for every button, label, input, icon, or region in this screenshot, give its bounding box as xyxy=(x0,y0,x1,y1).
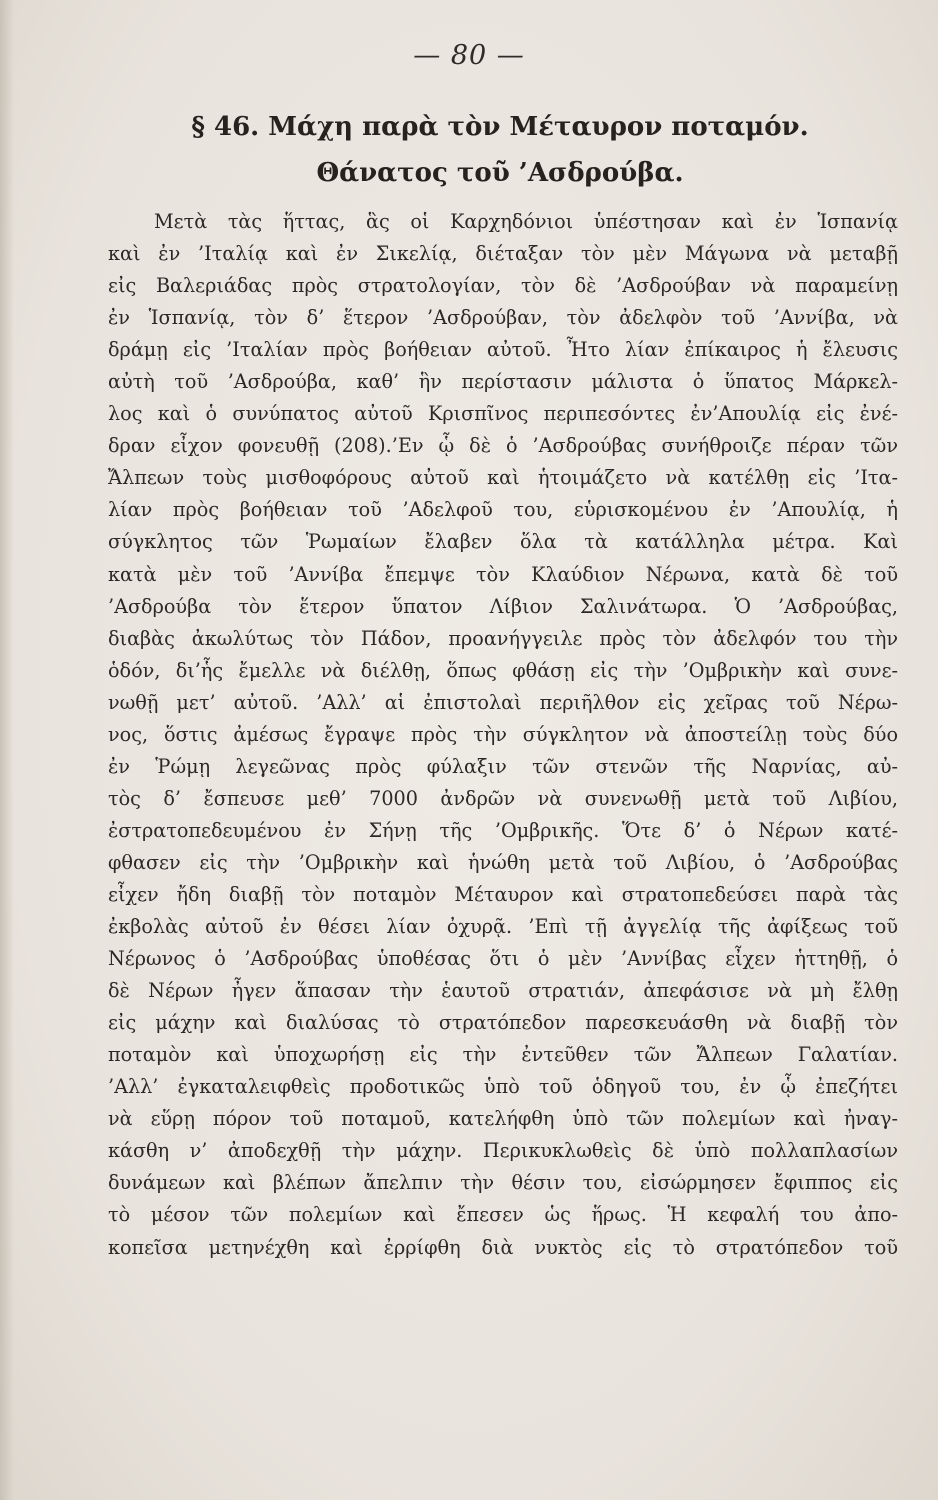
text-line: κάσθη ν’ ἀποδεχθῇ τὴν μάχην. Περικυκλωθεὶς δὲ ὑπὸ πολλαπλασίων xyxy=(108,1139,898,1163)
text-line: νὰ εὕρῃ πόρον τοῦ ποταμοῦ, κατελήφθη ὑπὸ τῶν πολεμίων καὶ ἠναγ- xyxy=(108,1107,898,1131)
section-heading-line-1: § 46. Μάχη παρὰ τὸν Μέταυρον ποταμόν. xyxy=(191,112,809,142)
text-line: εἰς μάχην καὶ διαλύσας τὸ στρατόπεδον παρεσκευάσθη νὰ διαβῇ τὸν xyxy=(108,1011,898,1035)
text-line: λίαν πρὸς βοήθειαν τοῦ ’Αδελφοῦ του, εὑρισκομένου ἐν ’Απουλίᾳ, ἡ xyxy=(108,498,898,522)
text-line: λος καὶ ὁ συνύπατος αὐτοῦ Κρισπῖνος περιπεσόντες ἐν’Απουλίᾳ εἰς ἐνέ- xyxy=(108,402,898,426)
text-line: δραν εἶχον φονευθῇ (208).’Εν ᾧ δὲ ὁ ’Ασδρούβας συνήθροιζε πέραν τῶν xyxy=(108,434,898,458)
text-line: διαβὰς ἀκωλύτως τὸν Πάδον, προανήγγειλε πρὸς τὸν ἀδελφόν του τὴν xyxy=(108,626,898,650)
page-spine-shadow xyxy=(0,0,14,1500)
text-line: Ἄλπεων τοὺς μισθοφόρους αὐτοῦ καὶ ἡτοιμάζετο νὰ κατέλθῃ εἰς ’Ιτα- xyxy=(108,466,898,490)
text-line: σύγκλητος τῶν Ῥωμαίων ἔλαβεν ὅλα τὰ κατάλληλα μέτρα. Καὶ xyxy=(108,530,898,554)
text-line: καὶ ἐν ’Ιταλίᾳ καὶ ἐν Σικελίᾳ, διέταξαν τὸν μὲν Μάγωνα νὰ μεταβῇ xyxy=(108,242,898,266)
text-line: φθασεν εἰς τὴν ’Ομβρικὴν καὶ ἡνώθη μετὰ τοῦ Λιβίου, ὁ ’Ασδρούβας xyxy=(108,850,898,874)
text-line: αὐτὴ τοῦ ’Ασδρούβα, καθ’ ἣν περίστασιν μάλιστα ὁ ὕπατος Μάρκελ- xyxy=(108,370,898,394)
text-line: ποταμὸν καὶ ὑποχωρήσῃ εἰς τὴν ἐντεῦθεν τῶν Ἄλπεων Γαλατίαν. xyxy=(108,1043,898,1067)
text-line: δράμῃ εἰς ’Ιταλίαν πρὸς βοήθειαν αὐτοῦ. Ἦτο λίαν ἐπίκαιρος ἡ ἔλευσις xyxy=(108,338,898,362)
text-line: ’Ασδρούβα τὸν ἕτερον ὕπατον Λίβιον Σαλινάτωρα. Ὁ ’Ασδρούβας, xyxy=(108,594,898,618)
text-line: νωθῇ μετ’ αὐτοῦ. ’Αλλ’ αἱ ἐπιστολαὶ περιῆλθον εἰς χεῖρας τοῦ Νέρω- xyxy=(108,690,898,714)
page-number: — 80 — xyxy=(413,40,525,71)
section-heading xyxy=(110,104,890,196)
text-line: εἶχεν ἤδη διαβῇ τὸν ποταμὸν Μέταυρον καὶ στρατοπεδεύσει παρὰ τὰς xyxy=(108,882,898,906)
text-line: κοπεῖσα μετηνέχθη καὶ ἐρρίφθη διὰ νυκτὸς εἰς τὸ στρατόπεδον τοῦ xyxy=(108,1235,898,1259)
text-line: ἐν Ἱσπανίᾳ, τὸν δ’ ἕτερον ’Ασδρούβαν, τὸν ἀδελφὸν τοῦ ’Αννίβα, νὰ xyxy=(108,306,898,330)
body-paragraph xyxy=(108,206,898,1264)
text-line: ἐν Ῥώμῃ λεγεῶνας πρὸς φύλαξιν τῶν στενῶν τῆς Ναρνίας, αὐ- xyxy=(108,754,898,778)
text-line: νος, ὅστις ἀμέσως ἔγραψε πρὸς τὴν σύγκλητον νὰ ἀποστείλῃ τοὺς δύο xyxy=(108,722,898,746)
text-line: ἐστρατοπεδευμένου ἐν Σήνῃ τῆς ’Ομβρικῆς. Ὅτε δ’ ὁ Νέρων κατέ- xyxy=(108,818,898,842)
text-line: ἐκβολὰς αὐτοῦ ἐν θέσει λίαν ὀχυρᾷ. ’Επὶ τῇ ἀγγελίᾳ τῆς ἀφίξεως τοῦ xyxy=(108,915,898,939)
text-line: Νέρωνος ὁ ’Ασδρούβας ὑποθέσας ὅτι ὁ μὲν ’Αννίβας εἶχεν ἡττηθῇ, ὁ xyxy=(108,947,898,971)
text-line: Μετὰ τὰς ἥττας, ἃς οἱ Καρχηδόνιοι ὑπέστησαν καὶ ἐν Ἱσπανίᾳ xyxy=(154,210,898,233)
section-heading-line-2: Θάνατος τοῦ ’Ασδρούβα. xyxy=(316,158,684,188)
text-line: δυνάμεων καὶ βλέπων ἄπελπιν τὴν θέσιν του, εἰσώρμησεν ἔφιππος εἰς xyxy=(108,1171,898,1195)
text-line: κατὰ μὲν τοῦ ’Αννίβα ἔπεμψε τὸν Κλαύδιον Νέρωνα, κατὰ δὲ τοῦ xyxy=(108,562,898,586)
text-line: ὁδόν, δι’ἧς ἔμελλε νὰ διέλθῃ, ὅπως φθάσῃ εἰς τὴν ’Ομβρικὴν καὶ συνε- xyxy=(108,658,898,682)
text-line: εἰς Βαλεριάδας πρὸς στρατολογίαν, τὸν δὲ ’Ασδρούβαν νὰ παραμείνῃ xyxy=(108,274,898,298)
text-line: τὸ μέσον τῶν πολεμίων καὶ ἔπεσεν ὡς ἥρως. Ἡ κεφαλή του ἀπο- xyxy=(108,1203,898,1227)
text-line: τὸς δ’ ἔσπευσε μεθ’ 7000 ἀνδρῶν νὰ συνενωθῇ μετὰ τοῦ Λιβίου, xyxy=(108,786,898,810)
text-line: ’Αλλ’ ἐγκαταλειφθεὶς προδοτικῶς ὑπὸ τοῦ ὁδηγοῦ του, ἐν ᾧ ἐπεζήτει xyxy=(108,1075,898,1099)
text-line: δὲ Νέρων ἦγεν ἅπασαν τὴν ἑαυτοῦ στρατιάν, ἀπεφάσισε νὰ μὴ ἔλθῃ xyxy=(108,979,898,1003)
